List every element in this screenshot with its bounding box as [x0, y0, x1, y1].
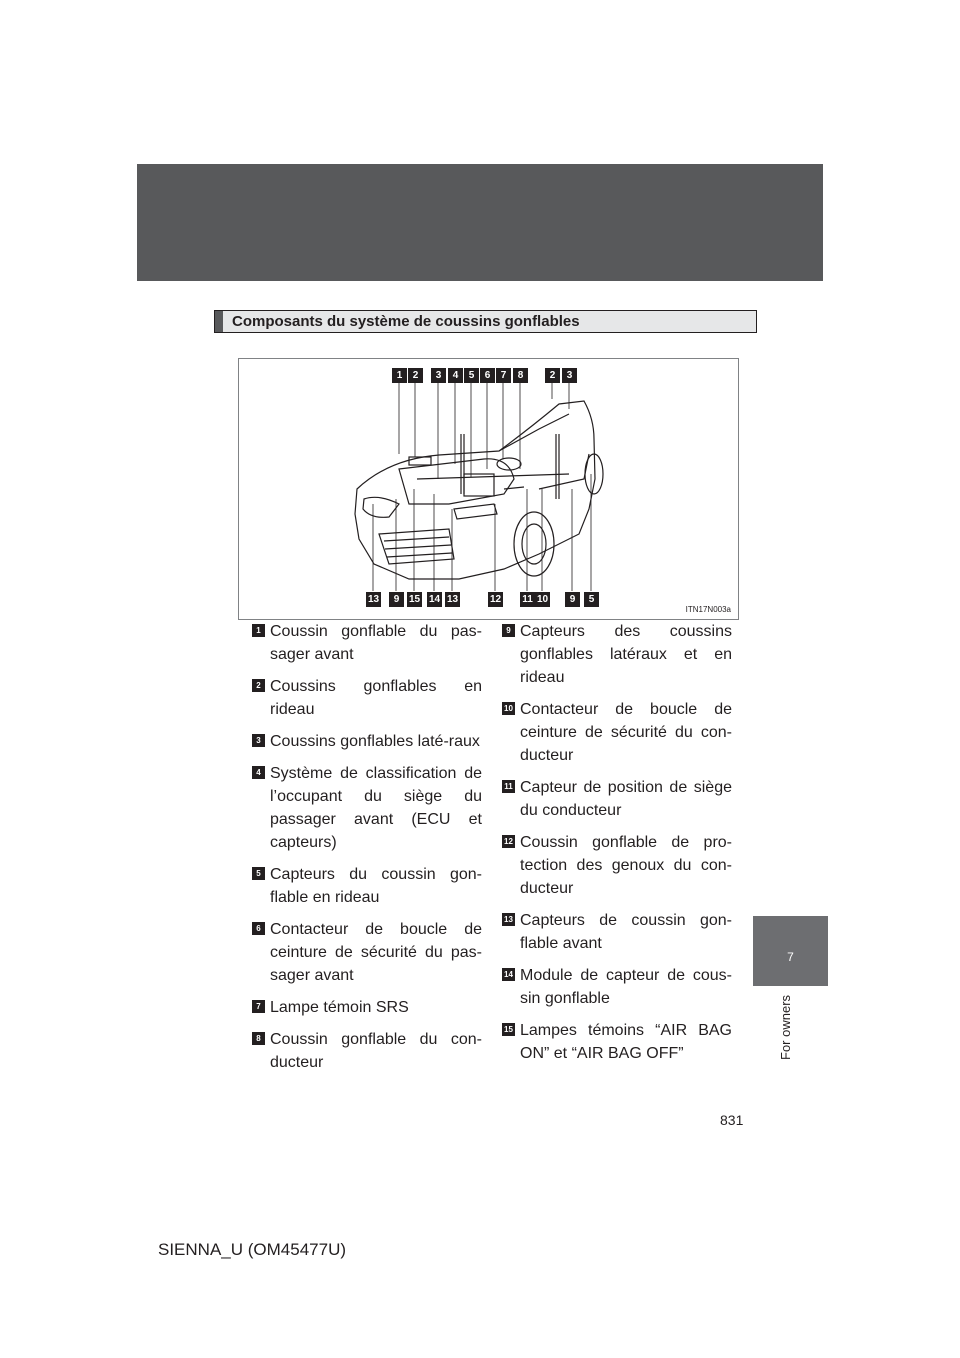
- item-text: Coussins gonflables en rideau: [270, 678, 482, 718]
- callout-top-9: 2: [545, 368, 560, 383]
- callout-top-1: 1: [392, 368, 407, 383]
- callout-top-2: 2: [408, 368, 423, 383]
- component-list-left: [252, 620, 482, 1083]
- list-item: [502, 964, 732, 1010]
- item-number-badge: 13: [502, 913, 515, 926]
- callout-top-8: 8: [513, 368, 528, 383]
- callout-bottom-3: 15: [408, 594, 421, 605]
- section-title-text: Composants du système de coussins gonflables: [232, 313, 580, 330]
- callout-bottom-5: 13: [446, 594, 459, 605]
- list-item: [252, 675, 482, 721]
- callout-bottom-1: 13: [367, 594, 380, 605]
- airbag-diagram: [238, 358, 739, 620]
- item-number-badge: 7: [252, 1000, 265, 1013]
- item-text: Contacteur de boucle de ceinture de sécurité du con-ducteur: [520, 701, 732, 764]
- item-number-badge: 2: [252, 679, 265, 692]
- component-list-right: [502, 620, 732, 1074]
- callout-bottom-6: 12: [489, 594, 502, 605]
- callout-bottom-2: 9: [389, 592, 404, 607]
- item-number-badge: 8: [252, 1032, 265, 1045]
- list-item: [252, 996, 482, 1019]
- page-number: 831: [720, 1112, 744, 1128]
- list-item: [502, 831, 732, 900]
- item-number-badge: 14: [502, 968, 515, 981]
- item-number-badge: 6: [252, 922, 265, 935]
- list-item: [252, 730, 482, 753]
- list-item: [252, 762, 482, 854]
- callout-bottom-8: 10: [536, 594, 549, 605]
- section-title: [214, 310, 757, 333]
- item-number-badge: 4: [252, 766, 265, 779]
- item-number-badge: 12: [502, 835, 515, 848]
- item-text: Coussin gonflable du con-ducteur: [270, 1031, 482, 1071]
- callout-bottom-7: 11: [520, 592, 535, 607]
- footer-model-code: SIENNA_U (OM45477U): [158, 1240, 347, 1259]
- callout-bottom-4: 14: [428, 594, 441, 605]
- item-text: Capteurs de coussin gon-flable avant: [520, 912, 732, 952]
- callout-top-4: 4: [448, 368, 463, 383]
- item-text: Système de classification de l’occupant du siège du passager avant (ECU et capteurs): [270, 765, 482, 851]
- figure-code: ITN17N003a: [685, 605, 731, 614]
- callout-bottom-10: 5: [584, 592, 599, 607]
- callout-top-6: 6: [480, 368, 495, 383]
- item-text: Coussin gonflable de pro-tection des genoux du con-ducteur: [520, 834, 732, 897]
- item-number-badge: 1: [252, 624, 265, 637]
- item-text: Capteurs des coussins gonflables latéraux et en rideau: [520, 623, 732, 686]
- list-item: [502, 698, 732, 767]
- list-item: [502, 909, 732, 955]
- header-bar: [137, 164, 823, 281]
- item-text: Coussins gonflables laté-raux: [270, 733, 480, 750]
- list-item: [252, 918, 482, 987]
- list-item: [252, 863, 482, 909]
- chapter-number: 7: [787, 950, 794, 964]
- list-item: [252, 1028, 482, 1074]
- item-text: Contacteur de boucle de ceinture de sécurité du pas-sager avant: [270, 921, 482, 984]
- chapter-tab: [753, 916, 828, 986]
- callout-top-7: 7: [496, 368, 511, 383]
- callout-top-10: 3: [562, 368, 577, 383]
- list-item: [252, 620, 482, 666]
- title-accent: [215, 311, 223, 332]
- item-text: Coussin gonflable du pas-sager avant: [270, 623, 482, 663]
- item-number-badge: 15: [502, 1023, 515, 1036]
- item-number-badge: 9: [502, 624, 515, 637]
- chapter-label: For owners: [778, 995, 793, 1061]
- item-number-badge: 10: [502, 702, 515, 715]
- list-item: [502, 1019, 732, 1065]
- item-number-badge: 5: [252, 867, 265, 880]
- item-number-badge: 3: [252, 734, 265, 747]
- car-illustration: [239, 359, 738, 619]
- callout-top-3: 3: [431, 368, 446, 383]
- item-text: Module de capteur de cous-sin gonflable: [520, 967, 732, 1007]
- item-text: Lampe témoin SRS: [270, 999, 409, 1016]
- item-text: Capteurs du coussin gon-flable en rideau: [270, 866, 482, 906]
- list-item: [502, 776, 732, 822]
- item-text: Capteur de position de siège du conducteur: [520, 779, 732, 819]
- item-number-badge: 11: [502, 780, 515, 793]
- callout-bottom-9: 9: [565, 592, 580, 607]
- item-text: Lampes témoins “AIR BAG ON” et “AIR BAG OFF”: [520, 1022, 732, 1062]
- callout-top-5: 5: [464, 368, 479, 383]
- list-item: [502, 620, 732, 689]
